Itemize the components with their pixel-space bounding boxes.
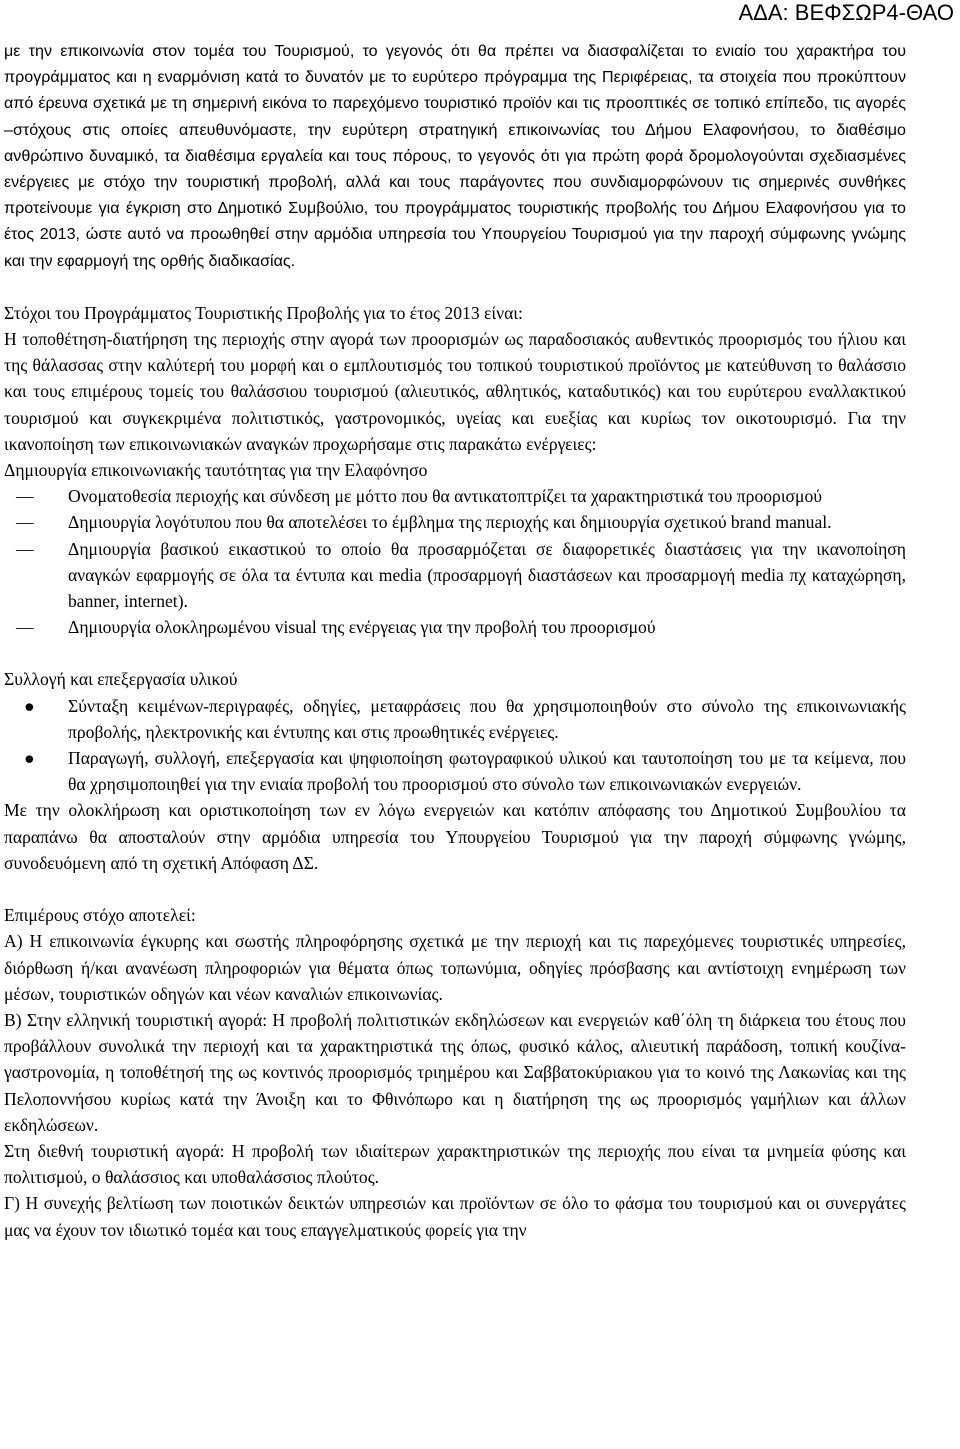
dash-marker-icon: — bbox=[16, 486, 34, 507]
identity-heading: Δημιουργία επικοινωνιακής ταυτότητας για την Ελαφόνησο bbox=[4, 460, 428, 481]
bullet-icon: ● bbox=[24, 748, 35, 769]
list-item bbox=[4, 614, 906, 640]
material-heading: Συλλογή και επεξεργασία υλικού bbox=[4, 669, 238, 690]
list-item-text: Δημιουργία βασικού εικαστικού το οποίο θα προσαρμόζεται σε διαφορετικές διαστάσεις για την ικανοποίηση αναγκών εφαρμογής σε όλα τα έντυπα και media (προσαρμογή διαστάσεων και προσαρμογή media πχ καταχώρηση, banner, internet). bbox=[68, 538, 906, 612]
point-b: Β) Στην ελληνική τουριστική αγορά: Η προβολή πολιτιστικών εκδηλώσεων και ενεργειών καθ΄όλη τη διάρκεια του έτους που προβάλλουν συνολικά την περιοχή και τα χαρακτηριστικά της όπως, φυσικό κάλος, αλιευτική παράδοση, τοπική κουζίνα-γαστρονομία, η τοποθέτησή της ως κοντινός προορισμός τριημέρου και Σαββατοκύριακου για το κοινό της Λακωνίας και της Πελοποννήσου κυρίως κατά την Άνοιξη και το Φθινόπωρο και η διατήρηση της ως προορισμός γαμήλιων και άλλων εκδηλώσεων. bbox=[4, 1009, 906, 1135]
subgoals-heading: Επιμέρους στόχο αποτελεί: bbox=[4, 905, 196, 926]
list-item bbox=[4, 693, 906, 745]
completion-paragraph: Με την ολοκλήρωση και οριστικοποίηση των εν λόγω ενεργειών και κατόπιν απόφασης του Δημοτικού Συμβουλίου τα παραπάνω θα αποσταλούν στην αρμόδια υπηρεσία του Υπουργείου Τουρισμού για την παροχή σύμφωνης γνώμης, συνοδευόμενη από τη σχετική Απόφαση ΔΣ. bbox=[4, 800, 906, 873]
goals-section bbox=[4, 300, 906, 1243]
goals-heading: Στόχοι του Προγράμματος Τουριστικής Προβολής για το έτος 2013 είναι: bbox=[4, 302, 523, 323]
list-item-text: Ονοματοθεσία περιοχής και σύνδεση με μόττο που θα αντικατοπτρίζει τα χαρακτηριστικά του προορισμού bbox=[68, 486, 822, 507]
point-a: Α) Η επικοινωνία έγκυρης και σωστής πληροφόρησης σχετικά με την περιοχή και τις παρεχόμενες τουριστικές υπηρεσίες, διόρθωση ή/και ανανέωση πληροφοριών για θέματα όπως τοπωνύμια, οδηγίες πρόσβασης και αντίστοιχη ενημέρωση των μέσων, τουριστικών οδηγών και νέων καναλιών επικοινωνίας. bbox=[4, 931, 906, 1004]
list-item-text: Παραγωγή, συλλογή, επεξεργασία και ψηφιοποίηση φωτογραφικού υλικού και ταυτοποίηση του με τα κείμενα, που θα χρησιμοποιηθεί για την ενιαία προβολή του προορισμού στο σύνολο των επικοινωνιακών ενεργειών. bbox=[68, 748, 906, 795]
dash-marker-icon: — bbox=[16, 538, 34, 559]
ada-code: ΑΔΑ: ΒΕΦΣΩΡ4-ΘΑΟ bbox=[738, 0, 954, 25]
dash-marker-icon: — bbox=[16, 512, 34, 533]
goals-paragraph: Η τοποθέτηση-διατήρηση της περιοχής στην αγορά των προορισμών ως παραδοσιακός αυθεντικός προορισμός του ήλιου και της θάλασσας στην καλύτερή του μορφή και ο εμπλουτισμός του τοπικού τουριστικού προϊόντος με κατεύθυνση το θαλάσσιο και τους επιμέρους τομείς του θαλάσσιου τουρισμού (αλιευτικός, αθλητικός, καταδυτικός) και του ευρύτερου εναλλακτικού τουρισμού και συγκεκριμένα πολιτιστικός, γαστρονομικός, υγείας και ευεξίας και κυρίως τον οικοτουρισμό. Για την ικανοποίηση των επικοινωνιακών αναγκών προχωρήσαμε στις παρακάτω ενέργειες: bbox=[4, 329, 906, 454]
dash-marker-icon: — bbox=[16, 617, 34, 638]
list-item-text: Σύνταξη κειμένων-περιγραφές, οδηγίες, μεταφράσεις που θα χρησιμοποιηθούν στο σύνολο της επικοινωνιακής προβολής, ηλεκτρονικής και έντυπης και στις προωθητικές ενέργειες. bbox=[68, 695, 906, 742]
list-item bbox=[4, 536, 906, 615]
point-international: Στη διεθνή τουριστική αγορά: Η προβολή των ιδιαίτερων χαρακτηριστικών της περιοχής που είναι τα μνημεία φύσης και πολιτισμού, ο θαλάσσιος και υποθαλάσσιος πλούτος. bbox=[4, 1140, 906, 1188]
list-item bbox=[4, 745, 906, 797]
list-item bbox=[4, 483, 906, 509]
spacer bbox=[4, 640, 906, 666]
list-item-text: Δημιουργία λογότυπου που θα αποτελέσει το έμβλημα της περιοχής και δημιουργία σχετικού brand manual. bbox=[68, 512, 832, 533]
spacer bbox=[4, 876, 906, 902]
intro-paragraph: με την επικοινωνία στον τομέα του Τουρισμού, το γεγονός ότι θα πρέπει να διασφαλίζεται το ενιαίο του χαρακτήρα του προγράμματος και η εναρμόνιση κατά το δυνατόν με το ευρύτερο πρόγραμμα της Περιφέρειας, τα στοιχεία που προκύπτουν από έρευνα σχετικά με τη σημερινή εικόνα το παρεχόμενο τουριστικό προϊόν και τις προοπτικές σε τοπικό επίπεδο, τις αγορές –στόχους στις οποίες απευθυνόμαστε, την ευρύτερη στρατηγική επικοινωνίας του Δήμου Ελαφονήσου, το διαθέσιμο ανθρώπινο δυναμικό, τα διαθέσιμα εργαλεία και τους πόρους, το γεγονός ότι για πρώτη φορά δρομολογούνται σχεδιασμένες ενέργειες με στόχο την τουριστική προβολή, αλλά και τους παράγοντες που συνδιαμορφώνουν τις σημερινές συνθήκες προτείνουμε για έγκριση στο Δημοτικό Συμβούλιο, του προγράμματος τουριστικής προβολής του Δήμου Ελαφονήσου για το έτος 2013, ώστε αυτό να προωθηθεί στην αρμόδια υπηρεσία του Υπουργείου Τουρισμού για την παροχή σύμφωνης γνώμης και την εφαρμογή της ορθής διαδικασίας. bbox=[4, 42, 906, 270]
list-item-text: Δημιουργία ολοκληρωμένου visual της ενέργειας για την προβολή του προορισμού bbox=[68, 617, 656, 638]
material-bullet-list bbox=[4, 693, 906, 798]
identity-dash-list bbox=[4, 483, 906, 640]
point-c: Γ) Η συνεχής βελτίωση των ποιοτικών δεικτών υπηρεσιών και προϊόντων σε όλο το φάσμα του τουρισμού και οι συνεργάτες μας να έχουν τον ιδιωτικό τομέα και τους επαγγελματικούς φορείς για την bbox=[4, 1193, 906, 1240]
list-item bbox=[4, 509, 906, 535]
spacer bbox=[4, 274, 906, 300]
bullet-icon: ● bbox=[24, 695, 35, 716]
document-body bbox=[4, 38, 906, 1243]
